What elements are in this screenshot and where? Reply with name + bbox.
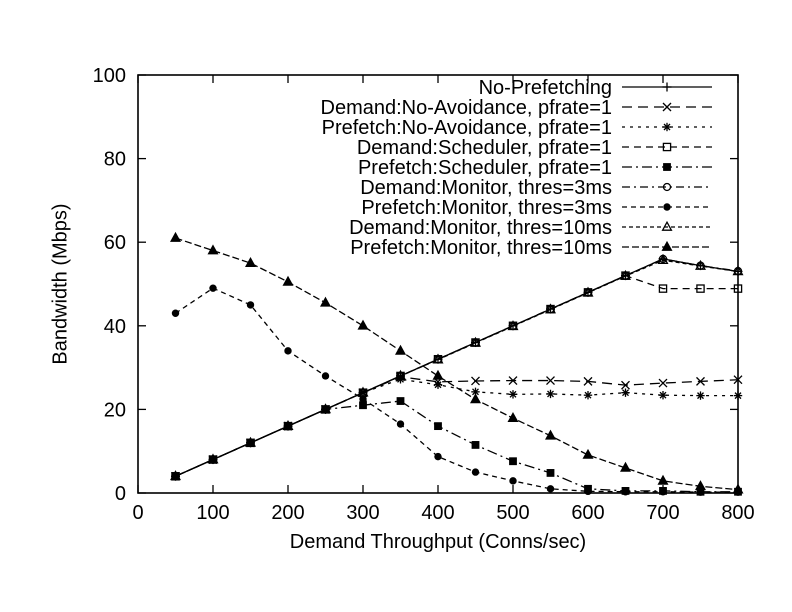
y-axis-title: Bandwidth (Mbps) [49, 203, 72, 365]
data-point-triangle-filled-icon [471, 395, 480, 403]
legend-label: Demand:Scheduler, pfrate=1 [356, 137, 612, 159]
marker-shape [472, 468, 479, 475]
marker-shape [584, 450, 593, 458]
x-tick-label: 100 [196, 502, 230, 524]
x-tick-label: 500 [496, 502, 530, 524]
data-point-circle-filled-icon [584, 488, 591, 495]
legend [321, 77, 712, 259]
data-point-circle-filled-icon [172, 310, 179, 317]
marker-shape [509, 457, 517, 465]
y-tick-label: 0 [114, 483, 126, 505]
series-line [176, 377, 739, 476]
y-tick-label: 40 [103, 315, 126, 338]
marker-shape [584, 488, 591, 495]
legend-item-demand-no-avoidance-pfrate-1 [321, 97, 712, 119]
data-point-square-filled-icon [472, 441, 480, 449]
legend-marker-square-filled-icon [663, 163, 671, 171]
marker-shape [434, 422, 442, 430]
data-point-square-filled-icon [509, 457, 517, 465]
legend-label: Prefetch:Monitor, thres=10ms [350, 237, 612, 259]
data-point-triangle-filled-icon [321, 298, 330, 306]
data-point-circle-filled-icon [622, 488, 629, 495]
marker-shape [547, 485, 554, 492]
data-point-circle-filled-icon [284, 347, 291, 354]
x-tick-label: 0 [132, 502, 144, 524]
x-tick-label: 200 [271, 502, 305, 524]
series-prefetch-scheduler-pfrate-1 [172, 397, 742, 496]
x-tick-label: 400 [421, 502, 455, 524]
data-point-circle-filled-icon [434, 453, 441, 460]
marker-shape [471, 395, 480, 403]
legend-label: Demand:No-Avoidance, pfrate=1 [320, 97, 612, 119]
data-point-triangle-filled-icon [171, 233, 180, 241]
legend-item-prefetch-monitor-thres-10ms [350, 237, 712, 259]
marker-shape [171, 233, 180, 241]
marker-shape [322, 372, 329, 379]
x-tick-label: 600 [571, 502, 605, 524]
marker-shape [659, 488, 666, 495]
legend-item-demand-monitor-thres-10ms [349, 217, 712, 239]
legend-item-prefetch-scheduler-pfrate-1 [358, 157, 712, 179]
x-axis-title: Demand Throughput (Conns/sec) [289, 531, 587, 553]
legend-marker-cross-icon [663, 103, 671, 111]
data-point-circle-filled-icon [209, 284, 216, 291]
marker-shape [209, 284, 216, 291]
marker-shape [397, 420, 404, 427]
data-point-circle-filled-icon [247, 301, 254, 308]
data-point-asterisk-icon [659, 391, 667, 399]
marker-shape [622, 488, 629, 495]
series-demand-monitor-thres-3ms [172, 255, 742, 479]
series-line [176, 288, 739, 492]
data-point-square-filled-icon [397, 397, 405, 405]
data-point-asterisk-icon [584, 391, 592, 399]
marker-shape [284, 347, 291, 354]
legend-label: Prefetch:Monitor, thres=3ms [361, 197, 612, 219]
data-point-cross-icon [659, 379, 667, 387]
legend-item-prefetch-monitor-thres-3ms [361, 197, 712, 219]
legend-label: Demand:Monitor, thres=3ms [360, 177, 612, 199]
x-tick-label: 300 [346, 502, 380, 524]
legend-label: Prefetch:No-Avoidance, pfrate=1 [321, 117, 612, 139]
data-point-triangle-filled-icon [434, 371, 443, 379]
data-point-asterisk-icon [734, 391, 742, 399]
marker-shape [284, 277, 293, 285]
data-point-circle-filled-icon [659, 488, 666, 495]
marker-shape [321, 298, 330, 306]
legend-item-no-prefetching [479, 77, 712, 99]
data-point-triangle-filled-icon [584, 450, 593, 458]
x-tick-label: 700 [646, 502, 680, 524]
data-point-asterisk-icon [509, 390, 517, 398]
data-point-circle-filled-icon [322, 372, 329, 379]
data-point-circle-filled-icon [509, 477, 516, 484]
data-point-triangle-filled-icon [509, 413, 518, 421]
series-line [176, 260, 739, 476]
series-line [176, 276, 739, 477]
data-point-square-filled-icon [434, 422, 442, 430]
data-point-circle-filled-icon [472, 468, 479, 475]
series-prefetch-no-avoidance-pfrate-1 [171, 375, 742, 480]
marker-shape [172, 310, 179, 317]
series-line [176, 238, 739, 490]
legend-marker-plus-icon [663, 83, 672, 92]
legend-marker-circle-filled-icon [663, 203, 670, 210]
marker-shape [663, 163, 671, 171]
plot-area [171, 233, 743, 496]
marker-shape [434, 453, 441, 460]
legend-label: Prefetch:Scheduler, pfrate=1 [357, 157, 612, 179]
data-point-asterisk-icon [546, 390, 554, 398]
series-demand-monitor-thres-10ms [171, 255, 742, 479]
data-point-square-filled-icon [547, 469, 555, 477]
legend-item-demand-monitor-thres-3ms [360, 177, 712, 199]
marker-shape [434, 371, 443, 379]
marker-shape [396, 346, 405, 354]
series-line [176, 379, 739, 476]
marker-shape [509, 477, 516, 484]
series-line [176, 259, 739, 476]
legend-item-prefetch-no-avoidance-pfrate-1 [322, 117, 712, 139]
marker-shape [663, 203, 670, 210]
legend-marker-triangle-filled-icon [663, 242, 672, 250]
marker-shape [397, 397, 405, 405]
marker-shape [663, 242, 672, 250]
data-point-asterisk-icon [696, 391, 704, 399]
data-point-asterisk-icon [621, 388, 629, 396]
data-point-asterisk-icon [434, 381, 442, 389]
legend-marker-asterisk-icon [663, 123, 671, 131]
data-point-triangle-filled-icon [284, 277, 293, 285]
legend-item-demand-scheduler-pfrate-1 [357, 137, 712, 159]
series-no-prefetching [171, 254, 743, 480]
data-point-circle-filled-icon [547, 485, 554, 492]
data-point-circle-filled-icon [397, 420, 404, 427]
marker-shape [547, 469, 555, 477]
legend-label: No-Prefetching [478, 77, 612, 99]
marker-shape [359, 321, 368, 329]
data-point-triangle-filled-icon [359, 321, 368, 329]
series-line [176, 259, 739, 476]
series-demand-no-avoidance-pfrate-1 [172, 373, 743, 480]
marker-shape [472, 441, 480, 449]
series-demand-scheduler-pfrate-1 [172, 272, 742, 480]
x-tick-label: 800 [721, 502, 755, 524]
marker-shape [509, 413, 518, 421]
y-tick-label: 20 [103, 399, 126, 422]
legend-marker-triangle-open-icon [663, 222, 672, 230]
series-line [176, 401, 739, 492]
legend-label: Demand:Monitor, thres=10ms [349, 217, 612, 239]
series-prefetch-monitor-thres-3ms [172, 284, 742, 495]
marker-shape [663, 222, 672, 230]
data-point-triangle-filled-icon [396, 346, 405, 354]
y-tick-label: 100 [92, 65, 126, 87]
y-tick-label: 60 [103, 232, 126, 255]
marker-shape [247, 301, 254, 308]
series-prefetch-monitor-thres-10ms [171, 233, 742, 493]
y-tick-label: 80 [103, 148, 126, 171]
